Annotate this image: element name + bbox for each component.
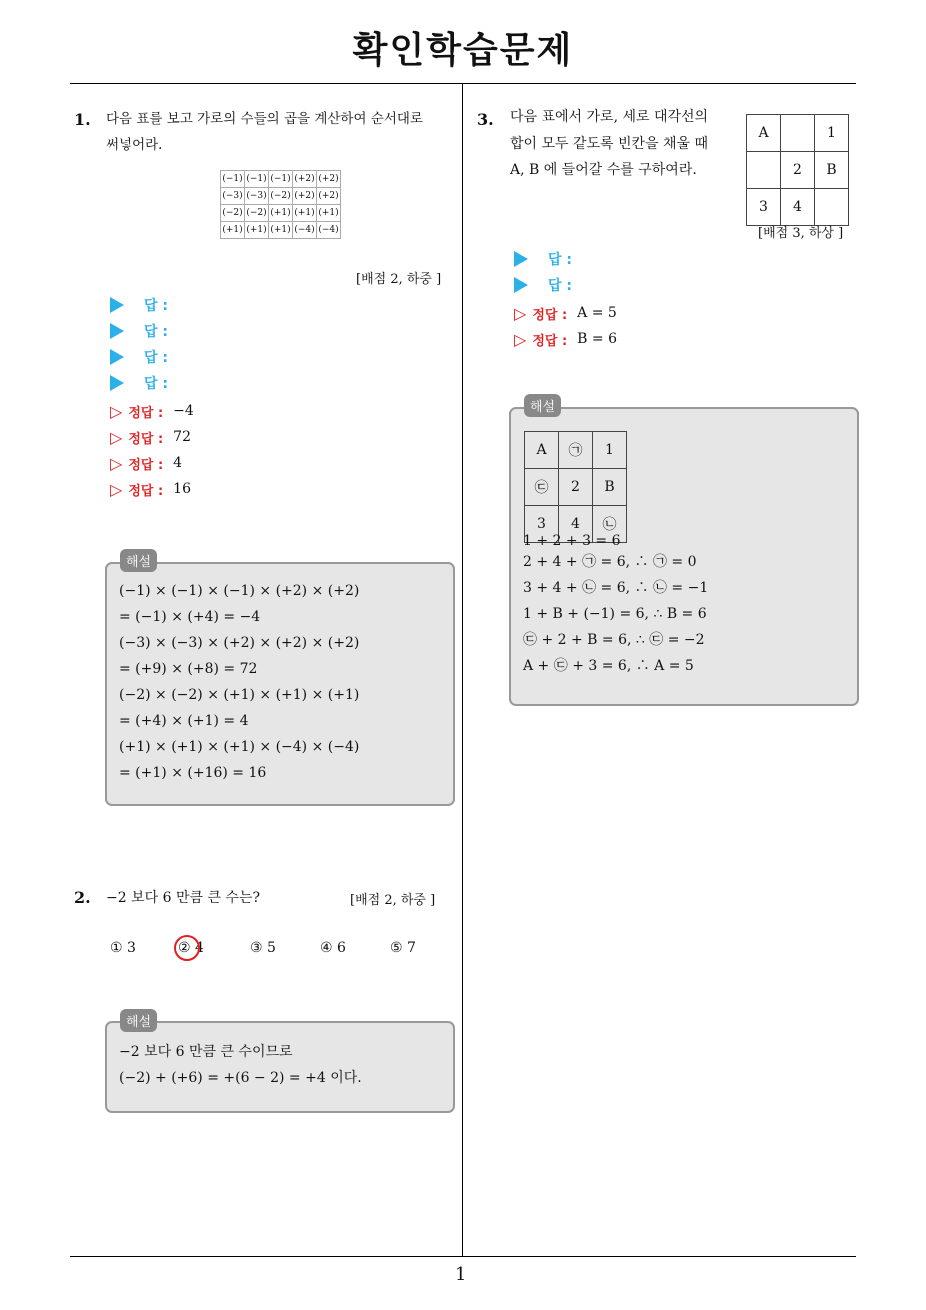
q2-solution-tab: 해설 [120, 1009, 157, 1032]
answer-label: 답 : [548, 278, 572, 294]
solution-line: = (+9) × (+8) = 72 [119, 661, 258, 677]
q3-answers [514, 246, 617, 352]
solution-line: = (+1) × (+16) = 16 [119, 765, 267, 781]
triangle-icon [110, 297, 124, 313]
triangle-outline-icon: ▷ [110, 401, 123, 421]
answer-key [514, 300, 617, 326]
q3-score: [배점 3, 하상 ] [758, 226, 844, 241]
solution-line: (−2) + (+6) = +(6 − 2) = +4 이다. [119, 1070, 362, 1086]
table-row [525, 432, 627, 469]
q1-solution-box [105, 562, 455, 806]
table-row [221, 205, 341, 222]
table-cell: (−2) [269, 188, 293, 205]
table-cell: (+1) [269, 222, 293, 239]
answer-label: 답 : [144, 324, 168, 340]
solution-line: (−2) × (−2) × (+1) × (+1) × (+1) [119, 687, 360, 703]
key-label: 정답 : [128, 405, 164, 421]
answer-label: 답 : [144, 298, 168, 314]
key-label: 정답 : [128, 483, 164, 499]
table-row [221, 222, 341, 239]
solution-line: 1 + B + (−1) = 6, ∴ B = 6 [523, 606, 707, 622]
solution-line: 1 + 2 + 3 = 6 [523, 533, 621, 549]
answer-key [110, 476, 194, 502]
triangle-icon [514, 251, 528, 267]
grid-cell [815, 189, 849, 226]
q3-solution-tab: 해설 [524, 394, 561, 417]
grid-cell: A [525, 432, 559, 469]
table-cell: (−4) [293, 222, 317, 239]
key-value: A = 5 [577, 305, 617, 321]
triangle-icon [110, 375, 124, 391]
grid-cell: 3 [747, 189, 781, 226]
grid-cell: 4 [559, 506, 593, 543]
q1-number-table [220, 170, 341, 239]
answer-label: 답 : [144, 350, 168, 366]
footer-rule [70, 1256, 856, 1257]
table-cell: (−1) [221, 171, 245, 188]
solution-line: 3 + 4 + ㉡ = 6, ∴ ㉡ = −1 [523, 580, 709, 596]
q1-score: [배점 2, 하중 ] [356, 272, 442, 287]
solution-line: = (−1) × (+4) = −4 [119, 609, 261, 625]
answer-blank[interactable] [514, 272, 617, 298]
q2-number: 2. [74, 888, 91, 907]
answer-label: 답 : [548, 252, 572, 268]
choice-5[interactable]: ⑤ 7 [390, 940, 416, 956]
table-row [747, 115, 849, 152]
table-row [747, 152, 849, 189]
key-value: 4 [173, 455, 183, 471]
table-cell: (−3) [245, 188, 269, 205]
q3-text-line1: 다음 표에서 가로, 세로 대각선의 [510, 109, 709, 125]
choice-3[interactable]: ③ 5 [250, 940, 276, 956]
q2-choices [110, 940, 450, 964]
q1-number: 1. [74, 110, 91, 129]
choice-1[interactable]: ① 3 [110, 940, 136, 956]
key-label: 정답 : [532, 307, 568, 323]
solution-line: (−1) × (−1) × (−1) × (+2) × (+2) [119, 583, 360, 599]
q3-solution-box [509, 407, 859, 706]
grid-cell: ㉢ [525, 469, 559, 506]
grid-cell [781, 115, 815, 152]
table-cell: (+2) [293, 188, 317, 205]
table-cell: (−4) [317, 222, 341, 239]
q3-number: 3. [477, 110, 494, 129]
q1-solution-tab: 해설 [120, 549, 157, 572]
triangle-icon [110, 323, 124, 339]
solution-line: −2 보다 6 만큼 큰 수이므로 [119, 1044, 293, 1060]
q3-solution-grid [524, 431, 627, 543]
table-row [221, 188, 341, 205]
table-cell: (−3) [221, 188, 245, 205]
grid-cell: 1 [593, 432, 627, 469]
table-cell: (+2) [317, 188, 341, 205]
key-value: 72 [173, 429, 191, 445]
triangle-icon [110, 349, 124, 365]
header-rule [70, 83, 856, 84]
key-value: −4 [173, 403, 194, 419]
q3-text-line2: 합이 모두 같도록 빈칸을 채울 때 [510, 136, 709, 152]
q1-text-line1: 다음 표를 보고 가로의 수들의 곱을 계산하여 순서대로 [106, 111, 423, 127]
answer-key [110, 450, 194, 476]
key-label: 정답 : [532, 333, 568, 349]
table-cell: (+1) [269, 205, 293, 222]
table-row [525, 469, 627, 506]
answer-blank[interactable] [514, 246, 617, 272]
q1-text-line2: 써넣어라. [106, 137, 163, 153]
solution-line: ㉢ + 2 + B = 6, ∴ ㉢ = −2 [523, 632, 705, 648]
grid-cell: B [815, 152, 849, 189]
key-label: 정답 : [128, 431, 164, 447]
triangle-icon [514, 277, 528, 293]
grid-cell: A [747, 115, 781, 152]
triangle-outline-icon: ▷ [110, 427, 123, 447]
grid-cell: 1 [815, 115, 849, 152]
answer-key [514, 326, 617, 352]
key-value: B = 6 [577, 331, 617, 347]
solution-line: = (+4) × (+1) = 4 [119, 713, 249, 729]
table-cell: (+1) [317, 205, 341, 222]
answer-blank[interactable] [110, 318, 194, 344]
solution-line: 2 + 4 + ㉠ = 6, ∴ ㉠ = 0 [523, 554, 697, 570]
q2-score: [배점 2, 하중 ] [350, 893, 436, 908]
q2-solution-box [105, 1021, 455, 1113]
grid-cell: ㉠ [559, 432, 593, 469]
page-number: 1 [455, 1264, 467, 1285]
table-cell: (−1) [245, 171, 269, 188]
q1-answers [110, 292, 194, 502]
solution-line: (−3) × (−3) × (+2) × (+2) × (+2) [119, 635, 360, 651]
answer-blank[interactable] [110, 344, 194, 370]
triangle-outline-icon: ▷ [110, 479, 123, 499]
solution-line: A + ㉢ + 3 = 6, ∴ A = 5 [523, 658, 694, 674]
page-title: 확인학습문제 [352, 30, 574, 71]
table-cell: (+1) [293, 205, 317, 222]
answer-key [110, 398, 194, 424]
grid-cell: 3 [525, 506, 559, 543]
grid-cell: ㉡ [593, 506, 627, 543]
answer-key [110, 424, 194, 450]
choice-2[interactable]: ② 4 [178, 940, 204, 956]
triangle-outline-icon: ▷ [514, 303, 527, 323]
answer-label: 답 : [144, 376, 168, 392]
q3-magic-grid [746, 114, 849, 226]
q2-text: −2 보다 6 만큼 큰 수는? [106, 890, 260, 906]
grid-cell [747, 152, 781, 189]
table-cell: (+2) [293, 171, 317, 188]
table-cell: (−1) [269, 171, 293, 188]
column-divider [462, 83, 463, 1257]
table-cell: (−2) [245, 205, 269, 222]
grid-cell: 4 [781, 189, 815, 226]
triangle-outline-icon: ▷ [110, 453, 123, 473]
grid-cell: B [593, 469, 627, 506]
table-row [221, 171, 341, 188]
grid-cell: 2 [781, 152, 815, 189]
key-value: 16 [173, 481, 191, 497]
key-label: 정답 : [128, 457, 164, 473]
table-cell: (+1) [245, 222, 269, 239]
solution-line: (+1) × (+1) × (+1) × (−4) × (−4) [119, 739, 360, 755]
selected-answer-circle-icon [174, 935, 200, 961]
answer-blank[interactable] [110, 370, 194, 396]
table-cell: (−2) [221, 205, 245, 222]
triangle-outline-icon: ▷ [514, 329, 527, 349]
table-row [747, 189, 849, 226]
answer-blank[interactable] [110, 292, 194, 318]
table-cell: (+2) [317, 171, 341, 188]
table-cell: (+1) [221, 222, 245, 239]
grid-cell: 2 [559, 469, 593, 506]
q3-text-line3: A, B 에 들어갈 수를 구하여라. [510, 162, 697, 178]
choice-4[interactable]: ④ 6 [320, 940, 346, 956]
